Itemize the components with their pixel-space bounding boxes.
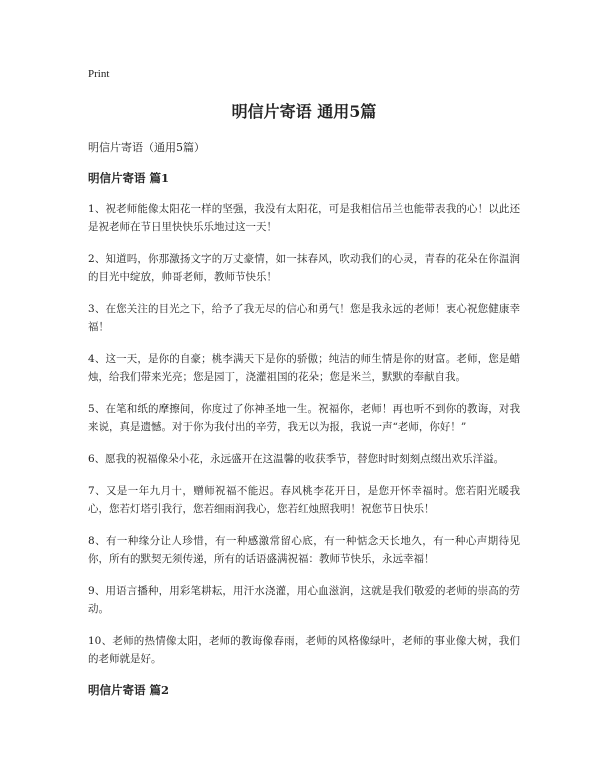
- document-page: [88, 68, 520, 712]
- paragraph: 10、老师的热情像太阳，老师的教诲像春雨，老师的风格像绿叶，老师的事业像大树，我们的老师就是好。: [88, 635, 520, 665]
- section-heading: 明信片寄语 篇1: [88, 171, 170, 185]
- paragraph: 4、这一天，是你的自豪；桃李满天下是你的骄傲；纯洁的师生情是你的财富。老师，您是蜡烛，给我们带来光亮；您是园丁，浇灌祖国的花朵；您是米兰，默默的奉献自我。: [88, 353, 520, 383]
- paragraph: 6、愿我的祝福像朵小花，永远盛开在这温馨的收获季节，替您时时刻刻点缀出欢乐洋溢。: [88, 453, 505, 465]
- paragraph: 7、又是一年九月十，赠师祝福不能迟。春风桃李花开日，是您开怀幸福时。您若阳光暖我心，您若灯塔引我行，您若细雨润我心，您若红烛照我明！祝您节日快乐！: [88, 485, 520, 515]
- paragraph: 2、知道吗，你那激扬文字的万丈豪情，如一抹春风，吹动我们的心灵，青春的花朵在你温润的目光中绽放，帅哥老师，教师节快乐！: [88, 253, 520, 283]
- section-2: [88, 682, 520, 698]
- document-title: 明信片寄语 通用5篇: [231, 102, 377, 121]
- paragraph: 9、用语言播种，用彩笔耕耘，用汗水浇灌，用心血滋润，这就是我们敬爱的老师的崇高的劳动。: [88, 585, 520, 615]
- paragraph: 5、在笔和纸的摩擦间，你度过了你神圣地一生。祝福你，老师！再也听不到你的教诲，对我来说，真是遗憾。对于你为我付出的辛劳，我无以为报，我说一声“老师，你好！”: [88, 403, 520, 433]
- print-link[interactable]: Print: [88, 68, 110, 80]
- paragraph: 8、有一种缘分让人珍惜，有一种感激常留心底，有一种惦念天长地久，有一种心声期待见你，所有的默契无须传递，所有的话语盛满祝福：教师节快乐，永远幸福！: [88, 535, 520, 565]
- paragraph: 3、在您关注的目光之下，给予了我无尽的信心和勇气！您是我永远的老师！衷心祝您健康幸福！: [88, 303, 520, 333]
- paragraph: 1、祝老师能像太阳花一样的坚强，我没有太阳花，可是我相信吊兰也能带表我的心！以此还是祝老师在节日里快快乐乐地过这一天！: [88, 203, 520, 233]
- section-heading: 明信片寄语 篇2: [88, 683, 170, 697]
- document-subtitle: 明信片寄语（通用5篇）: [88, 141, 205, 154]
- section-1: [88, 170, 520, 668]
